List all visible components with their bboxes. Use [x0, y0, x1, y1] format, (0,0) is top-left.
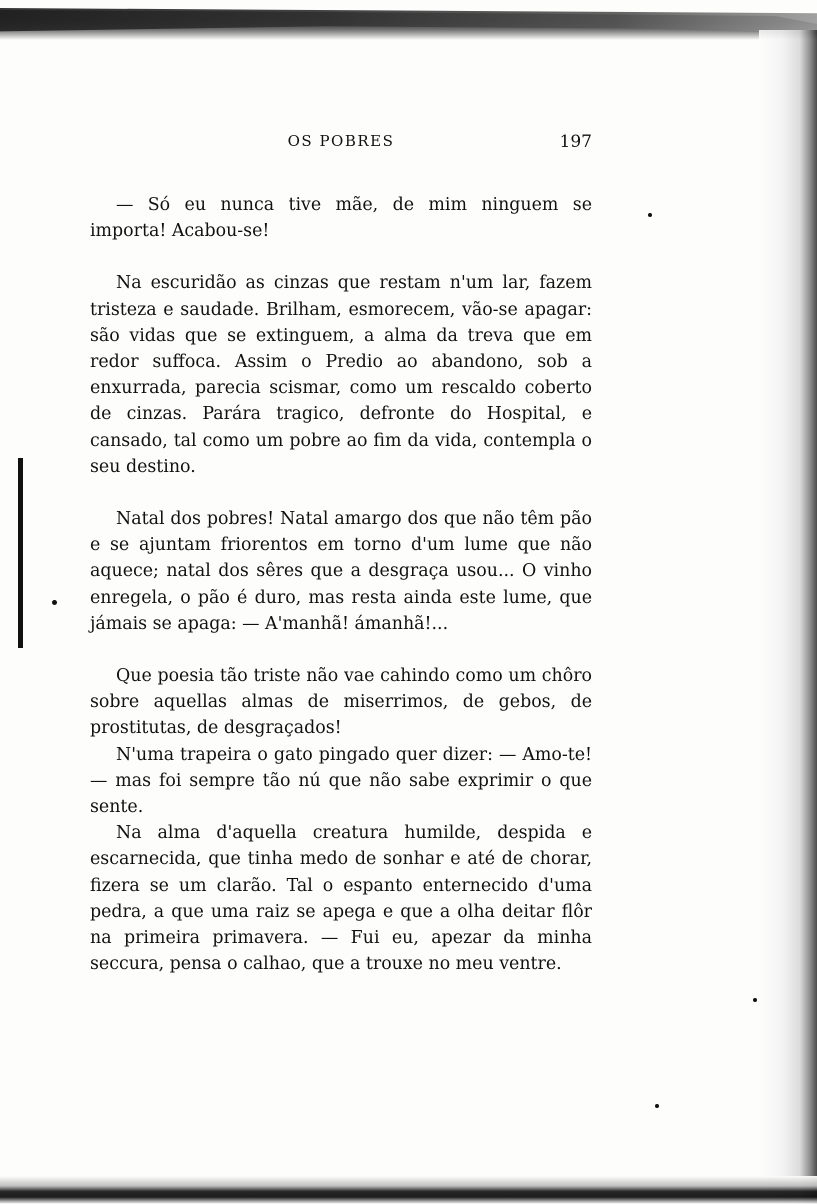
paragraph: N'uma trapeira o gato pingado quer dizer: — Amo-te! — mas foi sempre tão nú que não sabe exprimir o que sente.	[90, 744, 592, 818]
scan-right-edge	[759, 30, 817, 1204]
speck	[648, 213, 652, 217]
page-number: 197	[559, 132, 592, 152]
margin-mark	[18, 458, 23, 648]
paragraph: Na escuridão as cinzas que restam n'um lar, fazem tristeza e saudade. Brilham, esmorecem, vão-se apagar: são vidas que se extinguem, a alma da treva que em redor suffoca. Assim o Predio ao abandono, sob a enxurrada, parecia scismar, como um rescaldo coberto de cinzas. Parára tragico, defronte do Hospital, e cansado, tal como um pobre ao fim da vida, contempla o seu destino.	[90, 273, 592, 477]
body-text	[90, 192, 592, 977]
paragraph: Natal dos pobres! Natal amargo dos que não têm pão e se ajuntam friorentos em torno d'um lume que não aquece; natal dos sêres que a desgraça usou... O vinho enregela, o pão é duro, mas resta ainda este lume, que jámais se apaga: — A'manhã! ámanhã!...	[90, 509, 592, 634]
paragraph: — Só eu nunca tive mãe, de mim ninguem se importa! Acabou-se!	[90, 195, 592, 242]
scan-bottom-edge	[0, 1176, 817, 1204]
speck	[753, 998, 757, 1002]
speck	[655, 1104, 659, 1108]
running-title: OS POBRES	[287, 132, 395, 150]
margin-dot	[52, 600, 57, 605]
paragraph: Na alma d'aquella creatura humilde, despida e escarnecida, que tinha medo de sonhar e até de chorar, fizera se um clarão. Tal o espanto enternecido d'uma pedra, a que uma raiz se apega e que a olha deitar flôr na primeira primavera. — Fui eu, apezar da minha seccura, pensa o calhao, que a trouxe no meu ventre.	[90, 823, 592, 975]
paragraph: Que poesia tão triste não vae cahindo como um chôro sobre aquellas almas de miserrimos, de gebos, de prostitutas, de desgraçados!	[90, 666, 592, 739]
running-head	[90, 132, 592, 154]
